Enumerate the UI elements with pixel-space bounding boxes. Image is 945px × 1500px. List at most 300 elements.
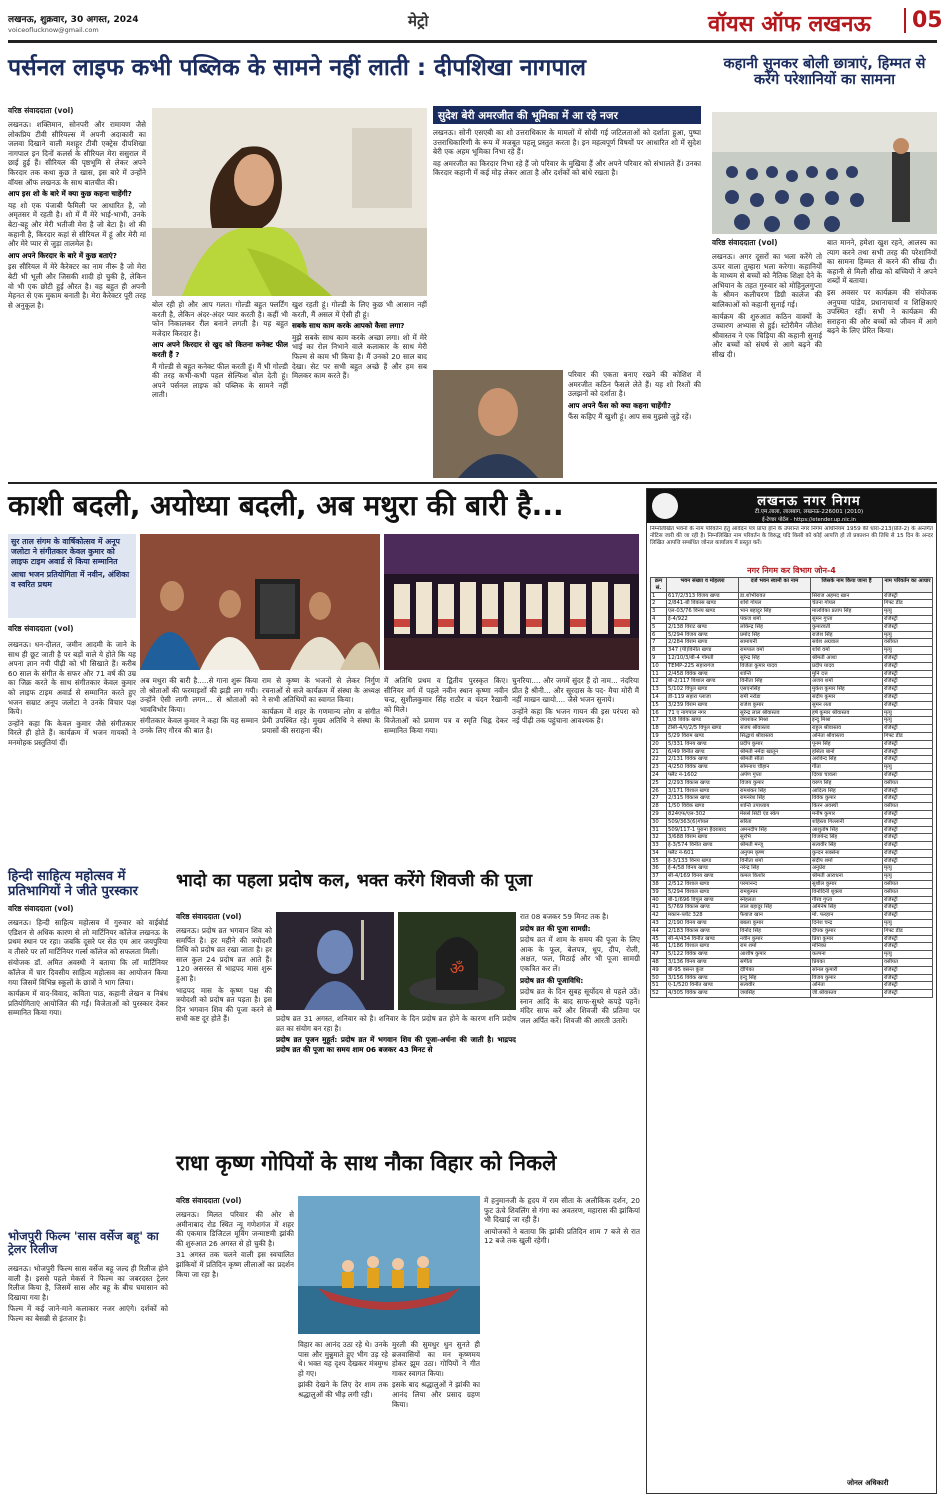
table-cell: विनोदिनी शुक्ला [811,888,883,896]
table-cell: 30 [651,818,667,826]
para: प्रदोष व्रत 31 अगस्त, शनिवार को है। शनिवार के दिन प्रदोष व्रत होने के कारण शनि प्रदोष व्रत का संयोग बन रहा है। [276,1014,516,1033]
table-cell: आशीष कुमार [739,951,811,959]
story3-headline: काशी बदली, अयोध्या बदली, अब मथुरा की बारी है... [8,489,564,522]
table-cell: लाल बहादुर सिंह [739,904,811,912]
table-row [651,787,933,795]
email: voiceoflucknow@gmail.com [8,26,99,34]
table-cell: टीसी-4/ए/2/5 विपुल खण्ड [667,725,739,733]
concert-photo [384,534,639,670]
table-cell: मृत्यु [883,865,933,873]
table-cell: 44 [651,927,667,935]
bullet-item: आधा भजन प्रतियोगिता में नवीन, अंशिका व स्वरित प्रथम [11,570,130,589]
para: फिल्म में कई जाने-माने कलाकार नजर आएंगे। दर्शकों को फिल्म का बेसब्री से इंतजार है। [8,1304,168,1323]
table-cell: रजिस्ट्री [883,966,933,974]
nigam-emblem-icon [652,493,678,519]
table-cell: 24 [651,771,667,779]
table-cell: डा.शोभीरावत [739,592,811,600]
story5-col3 [520,912,640,1088]
table-cell: सिद्धार्थ श्रीवास्तव [739,732,811,740]
table-row [651,678,933,686]
table-cell: बी-95 वसन्त कुंज [667,966,739,974]
table-cell: मुकेश कुमार सिंह [811,686,883,694]
story5-col2 [276,1014,516,1088]
table-cell: 51 [651,982,667,990]
table-cell: मृत्यु [883,717,933,725]
table-cell: 509/117-1 पुराना हैदराबाद [667,826,739,834]
table-cell: 14 [651,693,667,701]
table-cell: सर्वेश अग्रवाल [811,639,883,647]
table-row [651,701,933,709]
story2-headline: कहानी सुनकर बोली छात्राएं, हिम्मत से करेंगे परेशानियों का सामना [723,56,926,89]
table-cell: रामनरेश सिंह [739,795,811,803]
para: उन्होंने कहा कि केवल कुमार जैसे संगीतकार विरले ही होते हैं। कार्यक्रम में भजन गायकों ने मनमोहक प्रस्तुतियां दीं। [8,718,136,747]
table-cell: 2/190 विनय खण्ड [667,920,739,928]
story6-col4 [484,1196,640,1492]
para: इस सीरियल में मेरे कैरेक्टर का नाम नीरू है जो मेरा बेटी भी भूली और जिसकी शादी हो चुकी है, लेकिन वो भी एक छोटी हुई औरत है। वह बहुत ही अपनी मेहनत से एक मुकाम बनाती है। मेरा कैरेक्टर पूरी तरह से अनुकूल है। [8,262,146,310]
table-cell: 3 [651,608,667,616]
table-cell: 20 [651,740,667,748]
table-cell: 3/688 विराम खण्ड [667,834,739,842]
table-cell: मृत्यु [883,631,933,639]
table-row [651,865,933,873]
subhead: प्रदोष व्रत की पूजाविधि: [520,975,584,985]
table-cell: 46 [651,943,667,951]
table-cell: एसएनसिंह [739,686,811,694]
para: में हनुमानजी के हृदय में राम सीता के अलौकिक दर्शन, 20 फुट ऊंचे शिवलिंग से गंगा का अवतरण, महारास की झांकियां भी दिखाई जा रही हैं। [484,1196,640,1225]
table-cell: शहिस्ता गिल्लानी [811,818,883,826]
table-row [651,881,933,889]
table-cell: अनिता श्रीवास्तव [811,732,883,740]
table-cell: 32 [651,834,667,842]
table-cell: गिफ्ट डीड [883,600,933,608]
table-cell: गौरव गुप्ता [811,896,883,904]
table-cell: 50 [651,974,667,982]
table-cell: वसीयत [883,779,933,787]
story3-col5 [512,676,639,868]
table-cell: पूनम सिंह [811,740,883,748]
brand-logo: वॉयस ऑफ लखनऊ [708,11,871,37]
table-cell: हसिता बानो [811,748,883,756]
table-row [651,966,933,974]
table-cell: 23 [651,764,667,772]
table-cell: श्रीमती आराधना [811,873,883,881]
story4-body [8,918,168,1226]
table-cell: 13 [651,686,667,694]
table-cell: 3/136 विनय खण्ड [667,959,739,967]
table-cell: रजिस्ट्री [883,912,933,920]
table-cell: TEMP-225 सहारागंज [667,662,739,670]
table-cell: 3/8 विवेक खण्ड [667,717,739,725]
table-cell: 5/331 विनय खण्ड [667,740,739,748]
table-cell: 5/122 विवेक खण्ड [667,951,739,959]
question: आप अपने किरदार से खुद को कितना कनेक्ट फील करती हैं ? [152,340,288,359]
section-rule [8,482,937,484]
table-cell: 617/2/313 विजय खण्ड [667,592,739,600]
story3-byline: वरिष्ठ संवाददाता (vol) [8,624,74,633]
table-cell: 25 [651,779,667,787]
table-cell: फ्लैट नं-1602 [667,771,739,779]
notice-table-body [651,592,933,997]
table-cell: सी-4/169 विनय खण्ड [667,873,739,881]
table-cell: 17 [651,717,667,725]
para: मुझे सबके साथ काम करके अच्छा लगा। शो में मेरे भाई का रोल निभाने वाले कलाकार के साथ मेरी फिल्म से काम भी किया है। मैं उनको 20 साल बाद देखा। सेट पर सभी बहुत अच्छे हैं और हम सब मिलकर काम करते हैं। [292,332,427,381]
table-cell: रजिस्ट्री [883,896,933,904]
table-cell: 2/315 विकास खण्ड [667,795,739,803]
table-cell: रजिस्ट्री [883,990,933,998]
table-cell: 5/294 विशाल खण्ड [667,888,739,896]
story6-byline: वरिष्ठ संवाददाता (vol) [176,1196,242,1205]
table-cell: विनीता शर्मा [739,857,811,865]
table-row [651,631,933,639]
story4-byline: वरिष्ठ संवाददाता (vol) [8,904,74,913]
table-cell: श्रीमती सीता [739,756,811,764]
notice-signature: जोनल अधिकारी [847,1479,889,1487]
table-cell: रामशंकर सिंह [739,787,811,795]
para: प्रदोष व्रत में शाम के समय की पूजा के लिए आक के फूल, बेलपत्र, धूप, दीप, रोली, अक्षत, फल, मिठाई और भी पूजा सामग्री एकत्रित कर लें। [520,935,640,973]
question: आप अपने फैंस को क्या कहना चाहेंगी? [568,400,672,410]
table-cell: 1 [651,592,667,600]
table-cell: 12/10/3/बी-4 गोमती [667,654,739,662]
table-cell: अनुप्रेरा [811,865,883,873]
notice-box [646,488,937,1494]
table-cell: बबला कुमार [739,920,811,928]
table-cell: संगीता [739,959,811,967]
table-row [651,771,933,779]
table-cell: सत्यवीर [739,982,811,990]
table-cell: प्रिया कुमार [811,935,883,943]
table-row [651,982,933,990]
table-cell: रजिस्ट्री [883,810,933,818]
table-cell: किरन अवस्थी [811,803,883,811]
table-cell: वसीयत [883,803,933,811]
table-cell: शान्ति उपाध्याय [739,803,811,811]
notice-website: ई-टेण्डर पोर्टल - https://etender.up.nic.in [762,517,856,523]
table-cell: 3/156 विवेक खण्ड [667,974,739,982]
table-cell: गिफ्ट डीड [883,927,933,935]
table-cell: रजिस्ट्री [883,623,933,631]
table-cell: 1/186 विशाल खण्ड [667,943,739,951]
table-cell: मकान-प्लॉट 328 [667,912,739,920]
bullet-item: सुर ताल संगम के वार्षिकोत्सव में अनूप जलोटा ने संगीतकार केवल कुमार को लाइफ टाइम अवार्ड से किया सम्मानित [11,537,120,566]
table-cell: मालविका प्रताप सिंह [811,608,883,616]
table-cell: राम शर्मा [739,943,811,951]
para: लखनऊ। भोजपुरी फिल्म सास वर्सेज बहू जल्द ही रिलीज होने वाली है। इससे पहले मेकर्स ने फिल्म का जबरदस्त ट्रेलर रिलीज किया है, जिसमें सास और बहू के बीच घमासान को दिखाया गया है। [8,1264,168,1302]
para: प्रदोष व्रत पूजन मुहूर्त: प्रदोष व्रत में भगवान शिव की पूजा-अर्चना की जाती है। भाद्रपद प्रदोष व्रत की पूजा का समय शाम 06 बजकर 43 मिनट से [276,1035,516,1054]
table-cell: रजिस्ट्री [883,826,933,834]
table-row [651,857,933,865]
story4-headline: हिन्दी साहित्य महोत्सव में प्रतिभागियों ने जीते पुरस्कार [8,869,138,899]
table-cell: दीपक कुमार [811,927,883,935]
table-cell: रजिस्ट्री [883,982,933,990]
table-cell: परमानन्द [739,881,811,889]
table-cell: सी-4/434 विनीत खण्ड [667,935,739,943]
story2-col1 [712,252,822,480]
table-cell: 824एफ/एल-302 [667,810,739,818]
story1-col3 [292,300,427,480]
table-row [651,896,933,904]
table-cell: 509/363(6)गोयल [667,818,739,826]
table-cell: 18 [651,725,667,733]
table-cell: मृत्यु [883,608,933,616]
table-cell: रजिस्ट्री [883,654,933,662]
table-cell: रजिस्ट्री [883,818,933,826]
para: लखनऊ। शक्तिमान, सोनपरी और रामायण जैसे लोकप्रिय टीवी सीरियल्स में अपनी अदाकारी का जलवा दिखाने वाली मशहूर टीवी एक्ट्रेस दीपशिखा नागपाल इन दिनों कलर्स के सीरियल मेरा ससुराल में छाई हुई हैं। सीरियल की पृष्ठभूमि से लेकर अपने किरदार तक कथा कुछ ते खास, इस बारे में उन्होंने वॉयस ऑफ लखनऊ के साथ बातचीत की। [8,120,146,187]
table-cell: जी.श्रीवास्तव [811,990,883,998]
table-cell: रजिस्ट्री [883,670,933,678]
table-row [651,693,933,701]
story2-byline: वरिष्ठ संवाददाता (vol) [712,238,778,247]
table-cell: हर्ष कुमार श्रीवास्तव [811,709,883,717]
table-cell: संदीप कुमार [811,693,883,701]
table-cell: कुन्दन सक्सेना [811,849,883,857]
table-cell: अनिता [811,982,883,990]
question: आप अपने किरदार के बारे में कुछ बताएं? [8,250,117,260]
table-cell: 5/29 विराम खण्ड [667,732,739,740]
table-row [651,670,933,678]
table-cell: रजिस्ट्री [883,974,933,982]
table-cell: विनोद सिंह [739,927,811,935]
table-cell: अरविन्द सिंह [811,756,883,764]
story1-col2 [152,300,288,480]
table-row [651,756,933,764]
table-cell: 5/102 विपुल खण्ड [667,686,739,694]
table-cell: रजिस्ट्री [883,725,933,733]
table-cell: 31 [651,826,667,834]
table-cell: अर्पण गुप्ता [739,771,811,779]
table-cell: वरुण सिंह [811,779,883,787]
para: कार्यक्रम में वाद-विवाद, कविता पाठ, कहानी लेखन व निबंध प्रतियोगिताएं आयोजित की गईं। विजेताओं को पुरस्कार देकर सम्मानित किया गया। [8,989,168,1018]
table-row [651,974,933,982]
para: चुनरिया.... और जगमें सुंदर हैं दो नाम... नंदरिया प्रीत है श्रीनी... और सूरदास के पद- मैया मोरी मैं नहीं माखन खायो.... जैसे भजन सुनाये। [512,676,639,705]
table-cell: 5/294 विजय खण्ड [667,631,739,639]
para: मैं गोल्डी से बहुत कनेक्ट फील करती हूं। मैं भी गोल्डी की तरह कभी-कभी पहल सेल्फिश बोल देती हूं। अपने पर्सनल लाइफ को पब्लिक के सामने नहीं लाती। [152,361,288,400]
table-cell: 41 [651,904,667,912]
table-cell: नरेन्द्र सिंह [739,865,811,873]
table-cell: रामकुमार [739,888,811,896]
table-cell: 2/841-बी विकास खण्ड [667,600,739,608]
table-row [651,990,933,998]
table-cell: सुमन लता [811,701,883,709]
boat-tableau-photo [298,1196,480,1334]
table-cell: रजिस्ट्री [883,686,933,694]
table-cell: आशुतोष सिंह [811,826,883,834]
col-header: दर्ज भवन स्वामी का नाम [739,578,811,593]
table-cell: 21 [651,748,667,756]
masthead [8,6,943,42]
table-cell: 11 [651,670,667,678]
para: लखनऊ। हिन्दी साहित्य महोत्सव में गुरुवार को वाईबोर्ड एडिशन से अधिक कारण से लो मार्टिनियर कॉलेज लखनऊ के प्रथम स्थान पर रहा। जबकि दूसरे पर सेठ एम आर जयपुरिया व तीसरे पर लॉ मार्टिनियर गर्ल्स कॉलेज को सफलता मिली। [8,918,168,956]
story6-col3 [392,1340,480,1492]
page-number: 05 [904,8,943,33]
para: अब मथुरा की बारी है.....से गाना शुरू किया तो श्रोताओं की फरमाइशों की झड़ी लग गयी। उन्होंने ऐसी लागी लगन... से श्रोताओं को भावविभोर किया। [140,676,258,714]
actress-photo [152,108,427,296]
question: आप इस शो के बारे में क्या कुछ कहना चाहेंगी? [8,189,132,199]
table-cell: रजिस्ट्री [883,795,933,803]
table-row [651,654,933,662]
table-cell: कल्पना [811,951,883,959]
para: राम से कृष्ण के भजनों से लेकर निर्गुण रचनाओं से सजे कार्यक्रम में संस्था के अध्यक्ष ने सभी अतिथियों का स्वागत किया। [262,676,380,705]
table-cell: 40 [651,896,667,904]
actor-photo [433,370,563,478]
table-cell: 26 [651,787,667,795]
table-cell: मृत्यु [883,647,933,655]
table-cell: रजिस्ट्री [883,857,933,865]
story6-col2 [298,1340,388,1492]
table-cell: अमिनेष सिंह [811,904,883,912]
table-cell: 2/138 विराट खण्ड [667,623,739,631]
table-row [651,709,933,717]
table-cell: रजिस्ट्री [883,771,933,779]
table-cell: 49 [651,966,667,974]
table-row [651,600,933,608]
table-cell: रामपाल वर्मा [739,647,811,655]
table-cell: 5 [651,623,667,631]
table-cell: सामायनी [739,639,811,647]
table-cell: प्रदीप कुमार [739,740,811,748]
table-cell: 2 [651,600,667,608]
subhead: प्रदोष व्रत की पूजा सामग्री: [520,923,591,933]
table-cell: 7 [651,639,667,647]
para: लखनऊ। प्रदोष व्रत भगवान शिव को समर्पित है। हर महीने की त्रयोदशी तिथि को प्रदोष व्रत रखा जाता है। हर साल कुल 24 प्रदोष व्रत आते हैं। 120 असरस्त से भाद्रपद मास शुरू हुआ है। [176,926,272,983]
table-cell: रजिस्ट्री [883,904,933,912]
table-cell: विवेक कुमार [811,795,883,803]
para: भाद्रपद मास के कृष्ण पक्ष की त्रयोदशी को प्रदोष व्रत पड़ता है। इस दिन भगवान शिव की पूजा करने से सभी कष्ट दूर होते हैं। [176,985,272,1024]
table-cell: मो. फरहान [811,912,883,920]
para: खुश रहती हूं। गोल्डी के लिए कुछ भी आसान नहीं करती, मैं असल में ऐसी ही हूं। [292,300,427,319]
table-row [651,795,933,803]
table-row [651,662,933,670]
table-cell: अनुपम कृष्ण [739,849,811,857]
table-cell: मनीष कुमार [811,810,883,818]
para: संयोजक डॉ. अमित अवस्थी ने बताया कि लॉ मार्टिनियर कॉलेज में चार दिवसीय साहित्य महोत्सव का आयोजन किया गया जिसमें विभिन्न स्कूलों के छात्रों ने भाग लिया। [8,958,168,987]
table-row [651,959,933,967]
para: लखनऊ। धन-दौलत, जमीन आदमी के जाने के साथ ही छूट जाती है पर बड़ों वाले ये होते कि यह अपना ज्ञान नयी पीढ़ी को भी सिखाते हैं। करीब 60 साल के संगीत के सफर और 71 वर्ष की उम्र का जिक्र करते के साथ संगीतकार केवल कुमार को लाइफ टाइम अवार्ड से सम्मानित करते हुए भजन सम्राट अनूप जलोटा ने उनके विचार पक्ष किये। [8,640,136,717]
para: संगीतकार केवल कुमार ने कहा कि यह सम्मान उनके लिए गौरव की बात है। [140,716,258,735]
story1-subhead-box [433,106,701,124]
table-cell: गिफ्ट डीड [883,732,933,740]
table-cell: 3/171 विशाल खण्ड [667,787,739,795]
table-cell: बी-1/696 विपुल खण्ड [667,896,739,904]
table-cell: रजिस्ट्री [883,943,933,951]
table-cell: 47 [651,951,667,959]
masthead-rule [8,40,937,43]
table-cell: लोकेन्द्र सिंह [739,623,811,631]
table-cell: फैयाज खान [739,912,811,920]
table-cell: विजय कुमार [811,974,883,982]
classroom-photo [712,112,937,234]
table-row [651,927,933,935]
notice-table [650,577,933,998]
table-cell: ई-4/58 विनय खण्ड [667,865,739,873]
table-cell: 29 [651,810,667,818]
notice-intro: निम्नलिखित भवनों के नाम परिवर्तन हेतु आवेदन पत्र प्राप्त होने के उपरान्त नगर निगम अधिनियम 1959 की धारा-213(प्रति-2) के अन्तर्गत नोटिस जारी की जा रही है। निम्नलिखित नाम परिवर्तन के विरुद्ध यदि किसी को कोई आपत्ति हो तो प्रकाशन की तिथि से 15 दिन के अन्दर लिखित आपत्ति सम्बंधित जोनल कार्यालय में प्रस्तुत करें। [650,526,933,546]
story1-subhead: सुदेश बेरी अमरजीत की भूमिका में आ रहे नजर [438,110,618,122]
award-photo [140,534,380,670]
shiva-photo [276,912,394,1010]
table-cell: 2/512 विशाल खण्ड [667,881,739,889]
table-cell: कमल किशोर [739,873,811,881]
para: 31 अगस्त तक चलने वाली इस स्वचालित झांकियों में प्रतिदिन कृष्ण लीलाओं का प्रदर्शन किया जा रहा है। [176,1250,294,1279]
table-cell: मृत्यु [883,920,933,928]
table-cell: सुरेन्द्र सिंह [739,654,811,662]
table-cell: प्रमोद सिंह [739,631,811,639]
table-cell: 43 [651,920,667,928]
table-cell: दिनेश चन्द्र [811,920,883,928]
table-cell: ए-1/520 विनीत खण्ड [667,982,739,990]
table-cell: 2/183 विकास खण्ड [667,927,739,935]
table-row [651,740,933,748]
table-row [651,826,933,834]
para: झांकी देखने के लिए देर शाम तक श्रद्धालुओं की भीड़ लगी रही। [298,1380,388,1399]
table-row [651,592,933,600]
story6-headline: राधा कृष्ण गोपियों के साथ नौका विहार को निकले [176,1151,557,1175]
table-cell: मुनि दत्त [811,670,883,678]
table-row [651,810,933,818]
table-cell: 1/50 विवेक खण्ड [667,803,739,811]
table-cell: श्रीमती नर्मदा खातून [739,748,811,756]
table-cell: सुरभि [739,834,811,842]
notice-table-wrap [650,577,933,1477]
table-cell: रजिस्ट्री [883,592,933,600]
table-cell: सत्यवीर सिंह [811,842,883,850]
table-cell: रजिस्ट्री [883,693,933,701]
para: विजेताओं को प्रमाण पत्र व स्मृति चिह्न देकर सम्मानित किया गया। [384,716,508,735]
table-cell: 22 [651,756,667,764]
table-cell: रजिस्ट्री [883,787,933,795]
table-cell: मृत्यु [883,764,933,772]
table-cell: मोनिका [811,943,883,951]
table-cell: 347 (पी)विनीत खण्ड [667,647,739,655]
para: विहार का आनंद उठा रहे थे। उनके पास और मुन्नुमाते हुए भीग उड़ रहे थे। भक्त यह दृश्य देखकर मंत्रमुग्ध हो गए। [298,1340,388,1378]
table-cell: 38 [651,881,667,889]
para: प्रदोष व्रत के दिन सुबह सूर्योदय से पहले उठें। स्नान आदि के बाद साफ-सुथरे कपड़े पहनें। मंदिर साफ करें और शिवजी की प्रतिमा पर जल अर्पित करें। शिवजी की आरती उतारें। [520,987,640,1025]
table-cell: ई-3/133 विनय खण्ड [667,857,739,865]
table-cell: भान बहादुर सिंह [739,608,811,616]
story5-byline: वरिष्ठ संवाददाता (vol) [176,912,242,921]
table-cell: रजिस्ट्री [883,834,933,842]
table-cell: सोनल कुमारी [811,966,883,974]
table-cell: रजिस्ट्री [883,756,933,764]
table-row [651,818,933,826]
table-cell: 4/250 विवेक खण्ड [667,764,739,772]
table-cell: 45 [651,935,667,943]
table-cell: 52 [651,990,667,998]
question: सबके साथ काम करके आपको कैसा लगा? [292,321,405,331]
table-cell: मृत्यु [883,951,933,959]
table-row [651,732,933,740]
para: लखनऊ। सोनी एसएबी का शो उत्तराधिकार के मामलों में सोची गई जटिलताओं को दर्शाता हुआ, पुष्पा उत्तराधिकारिणी के रूप में मजबूत पहलू प्रस्तुत करता है। इन महत्वपूर्ण विषयों पर आधारित शो में सुदेश बेरी एक अहम भूमिका निभा रहे हैं। [433,128,701,157]
table-cell: 19 [651,732,667,740]
table-cell: प्रियंका [811,959,883,967]
table-cell: गीता [811,764,883,772]
table-cell: शान्ति [739,670,811,678]
para: लखनऊ। अगर दूसरों का भला करेंगे तो ऊपर वाला तुम्हारा भला करेगा। कहानियों के माध्यम से बच्चों को नैतिक शिक्षा देने के अभियान के तहत गुरुवार को मोहिनुलगुप्ता के श्रीमन कलीचरण डिग्री कालेज की बालिकाओं को कहानी सुनाई गई। [712,252,822,309]
table-cell: जयसिंह [739,990,811,998]
table-row [651,748,933,756]
table-row [651,920,933,928]
table-cell: फ्लैट नं-601 [667,849,739,857]
table-cell: शशि गोयल [739,600,811,608]
table-cell: इन्दु सिंह [739,974,811,982]
table-row [651,834,933,842]
table-cell: मेसर्स सिटी एंड स्केप [739,810,811,818]
table-cell: 10 [651,662,667,670]
para: परिवार की एकता बनाए रखने की कोशिश में अमरजीत कठिन फैसले लेते हैं। यह शो रिश्तों की उलझनों को दर्शाता है। [568,370,701,399]
col-header: नाम परिवर्तन का आधार [883,578,933,593]
story4-subhead: भोजपुरी फिल्म 'सास वर्सेज बहू' का ट्रेलर रिलीज [8,1229,159,1256]
table-cell: 39 [651,888,667,896]
shivling-photo [398,912,516,1010]
